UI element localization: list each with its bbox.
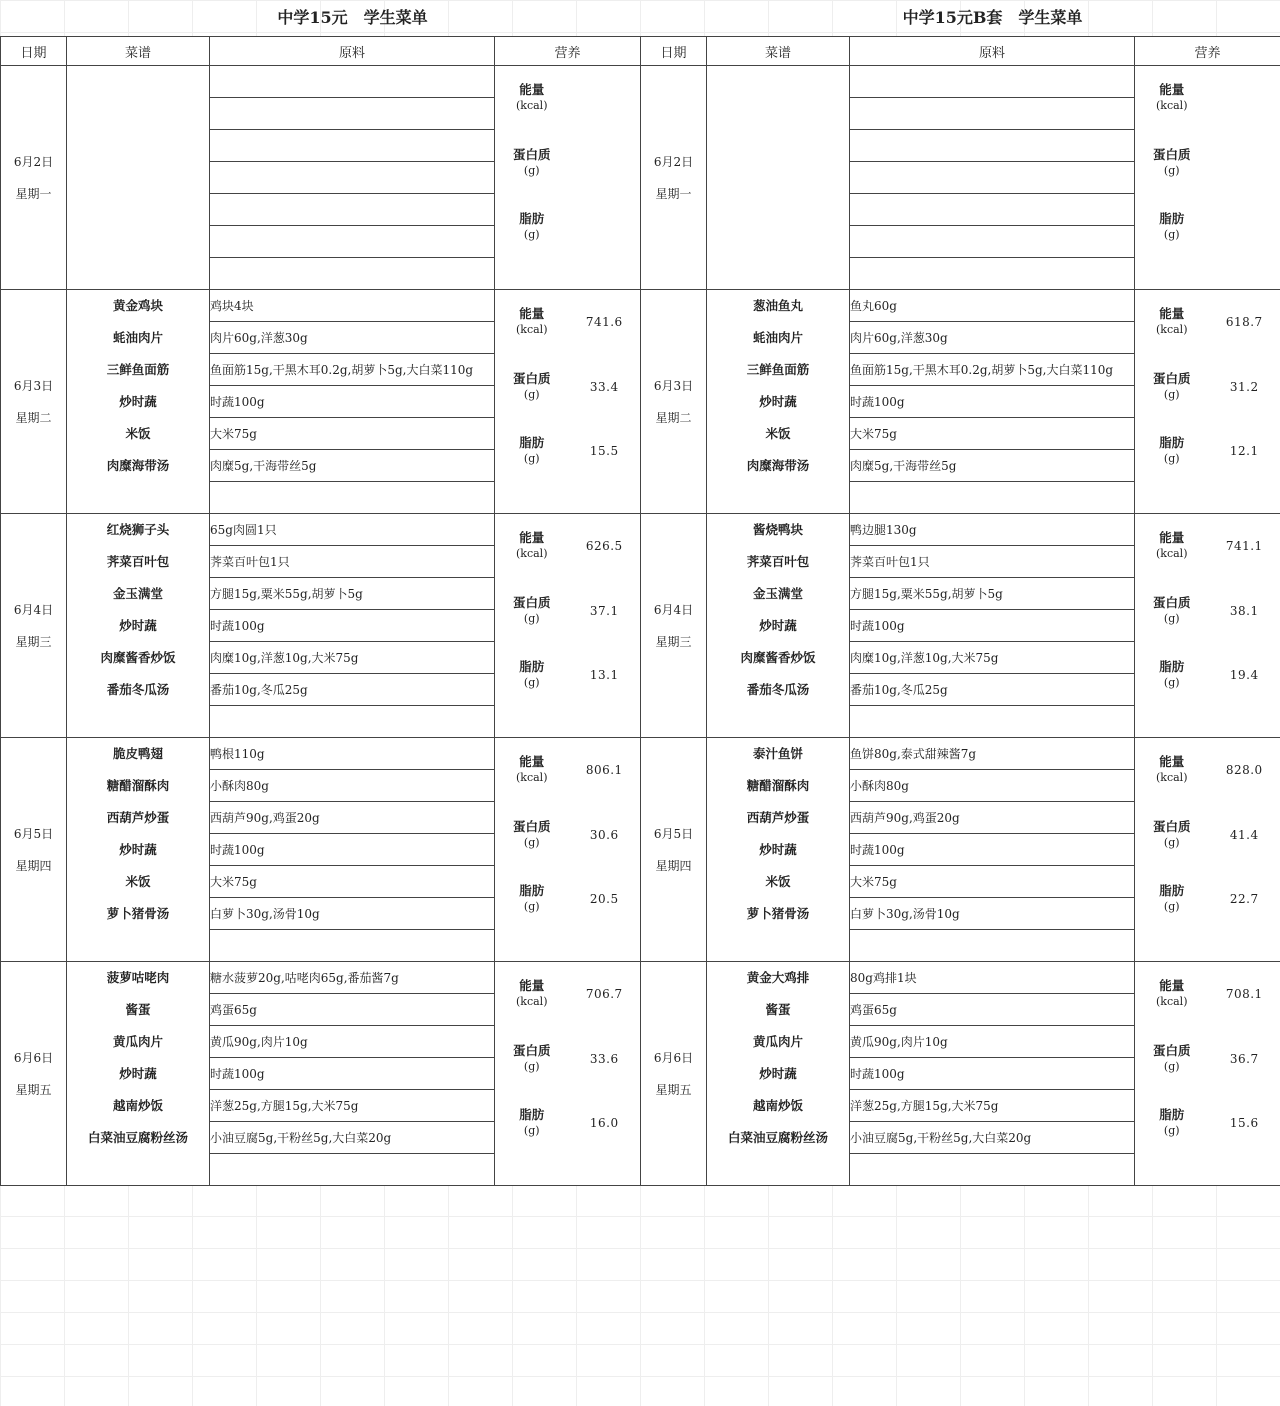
fat-unit: (g) <box>523 900 540 914</box>
ingredient-cell: 鱼面筋15g,干黑木耳0.2g,胡萝卜5g,大白菜110g <box>850 354 1135 386</box>
day-date: 6月3日 <box>13 378 54 393</box>
ingredient-cell: 方腿15g,粟米55g,胡萝卜5g <box>210 578 495 610</box>
ingredient-cell: 时蔬100g <box>210 610 495 642</box>
dish-name: 白菜油豆腐粉丝汤 <box>87 1130 188 1145</box>
energy-unit: (kcal) <box>1156 995 1188 1009</box>
day-cell <box>641 738 707 962</box>
protein-label: 蛋白质 <box>1152 1042 1191 1058</box>
protein-unit: (g) <box>1163 163 1180 177</box>
fat-value: 22.7 <box>1229 892 1259 907</box>
energy-unit: (kcal) <box>1156 323 1188 337</box>
energy-value: 626.5 <box>585 539 623 554</box>
day-date: 6月2日 <box>653 154 694 169</box>
day-date: 6月4日 <box>653 602 694 617</box>
dish-name: 酱蛋 <box>765 1002 791 1017</box>
dish-name <box>67 66 209 98</box>
ingredient-cell: 肉糜5g,干海带丝5g <box>210 450 495 482</box>
menu-title-b: 中学15元B套 学生菜单 <box>902 8 1083 27</box>
ingredient-cell: 鸡块4块 <box>210 290 495 322</box>
dish-name: 米饭 <box>765 874 791 889</box>
energy-unit: (kcal) <box>1156 99 1188 113</box>
dish-list <box>707 514 850 738</box>
fat-unit: (g) <box>523 676 540 690</box>
energy-unit: (kcal) <box>516 771 548 785</box>
protein-label: 蛋白质 <box>1152 370 1191 386</box>
ingredient-cell: 鱼饼80g,泰式甜辣酱7g <box>850 738 1135 770</box>
day-weekday: 星期一 <box>15 186 52 201</box>
fat-label: 脂肪 <box>519 883 545 899</box>
nutrition-values <box>569 962 641 1186</box>
day-cell <box>1 962 67 1186</box>
energy-label: 能量 <box>1159 82 1185 98</box>
ingredient-cell: 肉片60g,洋葱30g <box>850 322 1135 354</box>
dish-name <box>707 194 849 226</box>
day-date: 6月2日 <box>13 154 54 169</box>
nutrition-values <box>569 514 641 738</box>
nutrition-values <box>569 738 641 962</box>
table-row <box>641 962 1280 994</box>
dish-list <box>67 290 210 514</box>
energy-label: 能量 <box>1159 754 1185 770</box>
table-row <box>1 514 641 546</box>
nutrition-values <box>1209 738 1280 962</box>
dish-name <box>67 130 209 162</box>
ingredient-cell <box>210 66 495 98</box>
fat-value: 15.5 <box>589 444 619 459</box>
protein-value: 38.1 <box>1229 603 1259 618</box>
dish-name: 三鲜鱼面筋 <box>106 362 170 377</box>
day-cell <box>641 290 707 514</box>
dish-name: 萝卜猪骨汤 <box>746 906 810 921</box>
dish-name: 红烧狮子头 <box>106 522 170 537</box>
ingredient-cell <box>850 98 1135 130</box>
header-date: 日期 <box>1 37 67 66</box>
day-date: 6月6日 <box>653 1050 694 1065</box>
ingredient-cell: 65g肉圆1只 <box>210 514 495 546</box>
fat-value: 13.1 <box>589 668 619 683</box>
ingredient-cell: 洋葱25g,方腿15g,大米75g <box>850 1090 1135 1122</box>
nutrition-labels <box>495 290 569 514</box>
fat-label: 脂肪 <box>519 435 545 451</box>
dish-name: 炒时蔬 <box>759 618 797 633</box>
protein-label: 蛋白质 <box>512 370 551 386</box>
nutrition-labels <box>1135 738 1209 962</box>
dish-name: 荠菜百叶包 <box>746 554 810 569</box>
day-weekday: 星期五 <box>655 1082 692 1097</box>
ingredient-cell: 大米75g <box>210 418 495 450</box>
nutrition-values <box>569 66 641 290</box>
menu-table-b <box>640 36 1280 1186</box>
dish-name <box>707 226 849 258</box>
protein-value: 36.7 <box>1229 1051 1259 1066</box>
header-ingredients: 原料 <box>850 37 1135 66</box>
fat-unit: (g) <box>523 452 540 466</box>
dish-name: 白菜油豆腐粉丝汤 <box>727 1130 828 1145</box>
protein-value: 37.1 <box>589 603 619 618</box>
table-row <box>641 738 1280 770</box>
energy-unit: (kcal) <box>516 323 548 337</box>
fat-label: 脂肪 <box>1159 435 1185 451</box>
dish-name: 炒时蔬 <box>119 618 157 633</box>
day-cell <box>1 66 67 290</box>
dish-name <box>67 98 209 130</box>
ingredient-cell: 80g鸡排1块 <box>850 962 1135 994</box>
header-nutrition: 营养 <box>495 37 641 66</box>
ingredient-cell: 时蔬100g <box>210 1058 495 1090</box>
ingredient-cell: 时蔬100g <box>210 834 495 866</box>
dish-list <box>707 962 850 1186</box>
energy-unit: (kcal) <box>1156 547 1188 561</box>
nutrition-labels <box>495 738 569 962</box>
dish-name: 肉糜酱香炒饭 <box>100 650 176 665</box>
dish-name: 泰汁鱼饼 <box>752 746 803 761</box>
ingredient-cell <box>210 226 495 258</box>
nutrition-labels <box>1135 962 1209 1186</box>
ingredient-cell: 鸭根110g <box>210 738 495 770</box>
dish-name: 黄金鸡块 <box>112 298 163 313</box>
ingredient-cell: 肉糜10g,洋葱10g,大米75g <box>850 642 1135 674</box>
nutrition-values <box>1209 290 1280 514</box>
dish-name: 番茄冬瓜汤 <box>746 682 810 697</box>
ingredient-cell: 鸡蛋65g <box>210 994 495 1026</box>
energy-value: 741.6 <box>585 315 623 330</box>
fat-unit: (g) <box>1163 452 1180 466</box>
protein-unit: (g) <box>523 163 540 177</box>
table-row <box>1 962 641 994</box>
dish-name <box>707 130 849 162</box>
ingredient-cell <box>210 482 495 514</box>
energy-value: 828.0 <box>1225 763 1263 778</box>
ingredient-cell: 小酥肉80g <box>210 770 495 802</box>
ingredient-cell: 时蔬100g <box>210 386 495 418</box>
dish-name: 萝卜猪骨汤 <box>106 906 170 921</box>
ingredient-cell <box>850 162 1135 194</box>
ingredient-cell: 鱼丸60g <box>850 290 1135 322</box>
dish-name: 荠菜百叶包 <box>106 554 170 569</box>
day-date: 6月5日 <box>13 826 54 841</box>
fat-label: 脂肪 <box>1159 211 1185 227</box>
day-cell <box>1 290 67 514</box>
protein-value: 31.2 <box>1229 379 1259 394</box>
nutrition-labels <box>1135 66 1209 290</box>
ingredient-cell: 洋葱25g,方腿15g,大米75g <box>210 1090 495 1122</box>
ingredient-cell: 时蔬100g <box>850 1058 1135 1090</box>
dish-name: 三鲜鱼面筋 <box>746 362 810 377</box>
dish-name: 黄瓜肉片 <box>752 1034 803 1049</box>
dish-name: 葱油鱼丸 <box>752 298 803 313</box>
ingredient-cell: 小油豆腐5g,干粉丝5g,大白菜20g <box>210 1122 495 1154</box>
day-cell <box>641 962 707 1186</box>
dish-name: 肉糜酱香炒饭 <box>740 650 816 665</box>
ingredient-cell <box>850 130 1135 162</box>
dish-list <box>67 66 210 290</box>
energy-unit: (kcal) <box>1156 771 1188 785</box>
protein-label: 蛋白质 <box>1152 818 1191 834</box>
day-date: 6月3日 <box>653 378 694 393</box>
dish-name <box>67 194 209 226</box>
ingredient-cell <box>850 1154 1135 1186</box>
energy-label: 能量 <box>519 306 545 322</box>
ingredient-cell: 白萝卜30g,汤骨10g <box>210 898 495 930</box>
fat-label: 脂肪 <box>1159 659 1185 675</box>
ingredient-cell <box>850 226 1135 258</box>
protein-value: 30.6 <box>589 827 619 842</box>
energy-label: 能量 <box>519 82 545 98</box>
day-cell <box>641 514 707 738</box>
day-weekday: 星期五 <box>15 1082 52 1097</box>
dish-name: 炒时蔬 <box>119 842 157 857</box>
ingredient-cell <box>850 258 1135 290</box>
ingredient-cell: 糖水菠萝20g,咕咾肉65g,番茄酱7g <box>210 962 495 994</box>
day-weekday: 星期三 <box>655 634 692 649</box>
energy-value: 706.7 <box>585 987 623 1002</box>
dish-name: 糖醋溜酥肉 <box>746 778 810 793</box>
energy-unit: (kcal) <box>516 547 548 561</box>
dish-name <box>67 162 209 194</box>
table-row <box>1 738 641 770</box>
nutrition-labels <box>1135 514 1209 738</box>
protein-unit: (g) <box>1163 1059 1180 1073</box>
ingredient-cell: 肉糜10g,洋葱10g,大米75g <box>210 642 495 674</box>
energy-value: 708.1 <box>1225 987 1263 1002</box>
dish-list <box>707 738 850 962</box>
ingredient-cell <box>210 930 495 962</box>
day-date: 6月6日 <box>13 1050 54 1065</box>
energy-unit: (kcal) <box>516 995 548 1009</box>
protein-label: 蛋白质 <box>1152 594 1191 610</box>
dish-name: 金玉满堂 <box>752 586 803 601</box>
header-nutrition: 营养 <box>1135 37 1280 66</box>
protein-label: 蛋白质 <box>512 594 551 610</box>
dish-name: 米饭 <box>765 426 791 441</box>
ingredient-cell <box>850 930 1135 962</box>
protein-label: 蛋白质 <box>512 1042 551 1058</box>
dish-name: 炒时蔬 <box>119 394 157 409</box>
protein-unit: (g) <box>523 1059 540 1073</box>
dish-name: 番茄冬瓜汤 <box>106 682 170 697</box>
table-row <box>641 66 1280 98</box>
dish-name: 炒时蔬 <box>759 842 797 857</box>
fat-unit: (g) <box>523 1124 540 1138</box>
day-weekday: 星期二 <box>655 410 692 425</box>
day-cell <box>1 738 67 962</box>
protein-unit: (g) <box>523 387 540 401</box>
ingredient-cell: 肉片60g,洋葱30g <box>210 322 495 354</box>
header-ingredients: 原料 <box>210 37 495 66</box>
protein-unit: (g) <box>523 835 540 849</box>
ingredient-cell <box>210 1154 495 1186</box>
protein-unit: (g) <box>1163 835 1180 849</box>
ingredient-cell: 荠菜百叶包1只 <box>210 546 495 578</box>
fat-label: 脂肪 <box>1159 883 1185 899</box>
dish-name <box>707 66 849 98</box>
fat-unit: (g) <box>523 228 540 242</box>
ingredient-cell <box>210 258 495 290</box>
ingredient-cell: 黄瓜90g,肉片10g <box>850 1026 1135 1058</box>
fat-value: 16.0 <box>589 1116 619 1131</box>
day-cell <box>641 66 707 290</box>
ingredient-cell: 白萝卜30g,汤骨10g <box>850 898 1135 930</box>
ingredient-cell <box>850 194 1135 226</box>
energy-label: 能量 <box>519 530 545 546</box>
day-weekday: 星期四 <box>655 858 692 873</box>
dish-name: 越南炒饭 <box>112 1098 163 1113</box>
dish-name: 肉糜海带汤 <box>106 458 170 473</box>
fat-unit: (g) <box>1163 1124 1180 1138</box>
energy-unit: (kcal) <box>516 99 548 113</box>
fat-label: 脂肪 <box>519 659 545 675</box>
protein-unit: (g) <box>1163 611 1180 625</box>
dish-name: 金玉满堂 <box>112 586 163 601</box>
dish-name: 西葫芦炒蛋 <box>106 810 170 825</box>
protein-value: 41.4 <box>1229 827 1259 842</box>
ingredient-cell: 肉糜5g,干海带丝5g <box>850 450 1135 482</box>
dish-name: 酱烧鸭块 <box>752 522 803 537</box>
protein-label: 蛋白质 <box>512 818 551 834</box>
day-date: 6月4日 <box>13 602 54 617</box>
dish-name: 米饭 <box>125 874 151 889</box>
ingredient-cell: 时蔬100g <box>850 834 1135 866</box>
nutrition-labels <box>495 66 569 290</box>
menu-title-a: 中学15元 学生菜单 <box>277 8 428 27</box>
dish-name <box>707 98 849 130</box>
fat-label: 脂肪 <box>1159 1107 1185 1123</box>
dish-list <box>67 738 210 962</box>
fat-value: 12.1 <box>1229 444 1259 459</box>
ingredient-cell: 大米75g <box>210 866 495 898</box>
dish-name <box>707 162 849 194</box>
energy-value: 806.1 <box>585 763 623 778</box>
energy-label: 能量 <box>1159 306 1185 322</box>
fat-unit: (g) <box>1163 228 1180 242</box>
dish-name: 炒时蔬 <box>119 1066 157 1081</box>
day-weekday: 星期二 <box>15 410 52 425</box>
dish-name: 炒时蔬 <box>759 394 797 409</box>
dish-list <box>67 962 210 1186</box>
day-cell <box>1 514 67 738</box>
dish-name: 越南炒饭 <box>752 1098 803 1113</box>
header-row <box>1 37 641 66</box>
menu-table-a <box>0 36 641 1186</box>
protein-label: 蛋白质 <box>512 146 551 162</box>
energy-label: 能量 <box>519 754 545 770</box>
dish-list <box>707 66 850 290</box>
dish-name: 蚝油肉片 <box>752 330 803 345</box>
header-date: 日期 <box>641 37 707 66</box>
dish-name: 黄金大鸡排 <box>746 970 810 985</box>
ingredient-cell <box>210 194 495 226</box>
nutrition-values <box>1209 514 1280 738</box>
table-row <box>1 290 641 322</box>
dish-name: 肉糜海带汤 <box>746 458 810 473</box>
dish-name: 菠萝咕咾肉 <box>106 970 170 985</box>
dish-name <box>67 226 209 258</box>
table-row <box>641 290 1280 322</box>
dish-name: 西葫芦炒蛋 <box>746 810 810 825</box>
dish-list <box>67 514 210 738</box>
nutrition-values <box>569 290 641 514</box>
fat-label: 脂肪 <box>519 1107 545 1123</box>
fat-unit: (g) <box>1163 676 1180 690</box>
dish-name: 黄瓜肉片 <box>112 1034 163 1049</box>
protein-value: 33.6 <box>589 1051 619 1066</box>
ingredient-cell: 番茄10g,冬瓜25g <box>850 674 1135 706</box>
ingredient-cell: 大米75g <box>850 418 1135 450</box>
ingredient-cell <box>850 706 1135 738</box>
ingredient-cell <box>210 162 495 194</box>
dish-name: 炒时蔬 <box>759 1066 797 1081</box>
ingredient-cell: 番茄10g,冬瓜25g <box>210 674 495 706</box>
dish-name: 米饭 <box>125 426 151 441</box>
ingredient-cell: 荠菜百叶包1只 <box>850 546 1135 578</box>
energy-label: 能量 <box>1159 530 1185 546</box>
energy-label: 能量 <box>519 978 545 994</box>
ingredient-cell: 时蔬100g <box>850 610 1135 642</box>
protein-value: 33.4 <box>589 379 619 394</box>
ingredient-cell: 鱼面筋15g,干黑木耳0.2g,胡萝卜5g,大白菜110g <box>210 354 495 386</box>
ingredient-cell: 黄瓜90g,肉片10g <box>210 1026 495 1058</box>
table-row <box>641 514 1280 546</box>
fat-unit: (g) <box>1163 900 1180 914</box>
protein-label: 蛋白质 <box>1152 146 1191 162</box>
fat-value: 20.5 <box>589 892 619 907</box>
day-date: 6月5日 <box>653 826 694 841</box>
nutrition-values <box>1209 66 1280 290</box>
nutrition-labels <box>495 962 569 1186</box>
ingredient-cell: 鸭边腿130g <box>850 514 1135 546</box>
fat-label: 脂肪 <box>519 211 545 227</box>
dish-list <box>707 290 850 514</box>
day-weekday: 星期一 <box>655 186 692 201</box>
dish-name: 脆皮鸭翅 <box>112 746 163 761</box>
ingredient-cell: 鸡蛋65g <box>850 994 1135 1026</box>
ingredient-cell: 西葫芦90g,鸡蛋20g <box>210 802 495 834</box>
ingredient-cell: 西葫芦90g,鸡蛋20g <box>850 802 1135 834</box>
dish-name: 酱蛋 <box>125 1002 151 1017</box>
protein-unit: (g) <box>523 611 540 625</box>
protein-unit: (g) <box>1163 387 1180 401</box>
ingredient-cell <box>210 98 495 130</box>
nutrition-labels <box>1135 290 1209 514</box>
energy-label: 能量 <box>1159 978 1185 994</box>
ingredient-cell <box>850 482 1135 514</box>
energy-value: 618.7 <box>1225 315 1263 330</box>
ingredient-cell: 大米75g <box>850 866 1135 898</box>
day-weekday: 星期三 <box>15 634 52 649</box>
ingredient-cell <box>850 66 1135 98</box>
ingredient-cell: 小油豆腐5g,干粉丝5g,大白菜20g <box>850 1122 1135 1154</box>
dish-name: 糖醋溜酥肉 <box>106 778 170 793</box>
fat-value: 15.6 <box>1229 1116 1259 1131</box>
header-dish: 菜谱 <box>67 37 210 66</box>
header-row <box>641 37 1280 66</box>
ingredient-cell: 小酥肉80g <box>850 770 1135 802</box>
ingredient-cell <box>210 706 495 738</box>
fat-value: 19.4 <box>1229 668 1259 683</box>
ingredient-cell <box>210 130 495 162</box>
ingredient-cell: 方腿15g,粟米55g,胡萝卜5g <box>850 578 1135 610</box>
table-row <box>1 66 641 98</box>
nutrition-labels <box>495 514 569 738</box>
dish-name: 蚝油肉片 <box>112 330 163 345</box>
nutrition-values <box>1209 962 1280 1186</box>
day-weekday: 星期四 <box>15 858 52 873</box>
energy-value: 741.1 <box>1225 539 1263 554</box>
header-dish: 菜谱 <box>707 37 850 66</box>
ingredient-cell: 时蔬100g <box>850 386 1135 418</box>
